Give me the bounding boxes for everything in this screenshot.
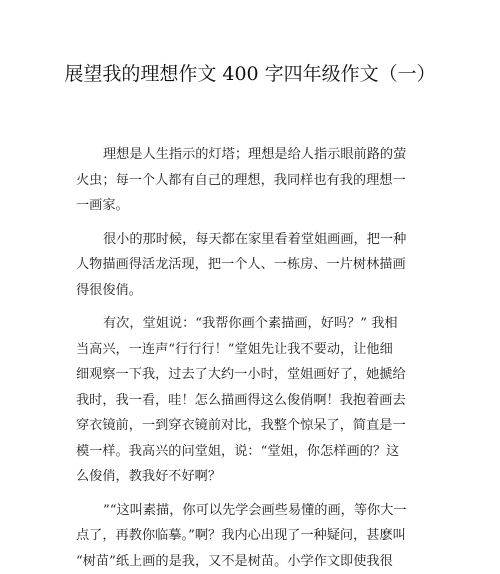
- paragraph-4: [76, 498, 424, 574]
- paragraph-line: 火虫；每一个人都有自己的理想，我同样也有我的理想一: [76, 168, 424, 194]
- paragraph-line: 细观察一下我，过去了大约一小时，堂姐画好了，她搋给: [76, 362, 424, 388]
- paragraph-line: 模一样。我高兴的问堂姐，说：“堂姐，你怎样画的？这: [76, 439, 424, 465]
- paragraph-line: 得很俊俏。: [76, 278, 424, 304]
- paragraph-line: “树苗”纸上画的是我，又不是树苗。小学作文即使我很: [76, 549, 424, 574]
- paragraph-line: 有次，堂姐说：“我帮你画个素描画，好吗？” 我相: [76, 311, 424, 337]
- document-body: [76, 142, 424, 574]
- paragraph-line: 很小的那时候，每天都在家里看着堂姐画画，把一种: [76, 227, 424, 253]
- paragraph-line: 穿衣镜前，一到穿衣镜前对比，我整个惊呆了，简直是一: [76, 413, 424, 439]
- paragraph-2: [76, 227, 424, 304]
- paragraph-3: [76, 311, 424, 490]
- paragraph-line: 人物描画得活龙活现，把一个人、一栋房、一片树林描画: [76, 252, 424, 278]
- paragraph-1: [76, 142, 424, 219]
- document-title: 展望我的理想作文 400 字四年级作文（一）: [0, 62, 500, 86]
- paragraph-line: ”“这叫素描，你可以先学会画些易懂的画，等你大一: [76, 498, 424, 524]
- paragraph-line: 我时，我一看，哇！怎么描画得这么俊俏啊！我抱着画去: [76, 388, 424, 414]
- paragraph-line: 理想是人生指示的灯塔；理想是给人指示眼前路的萤: [76, 142, 424, 168]
- paragraph-line: 么俊俏，教我好不好啊？: [76, 464, 424, 490]
- paragraph-line: 点了，再教你临摹。”啊？我内心出现了一种疑问，甚麽叫: [76, 523, 424, 549]
- paragraph-line: 一画家。: [76, 193, 424, 219]
- paragraph-line: 当高兴，一连声“行行行！”堂姐先让我不要动，让他细: [76, 337, 424, 363]
